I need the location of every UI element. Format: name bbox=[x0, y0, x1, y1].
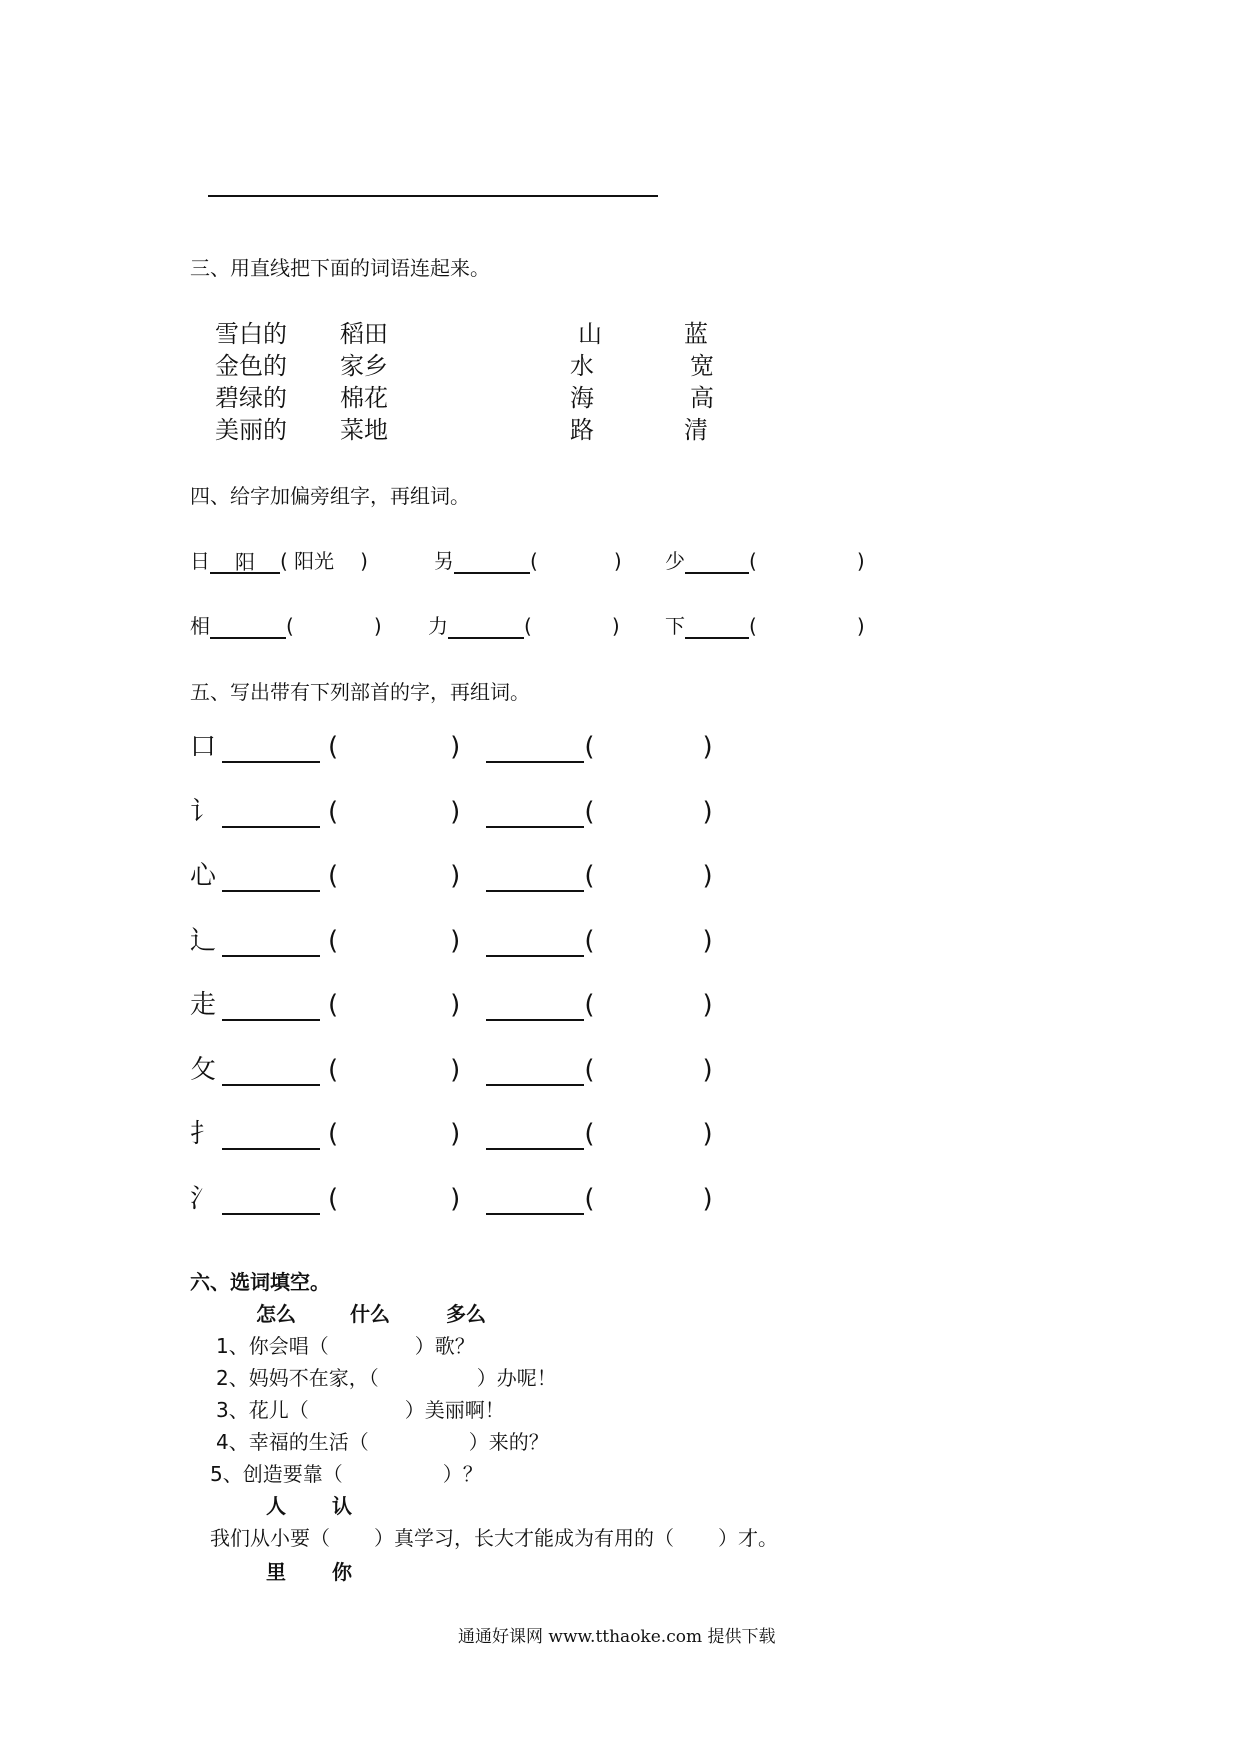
paren-open: ( bbox=[286, 614, 294, 638]
s3-left-adj-2: 金色的 bbox=[215, 352, 287, 380]
s4-base-char: 少 bbox=[665, 549, 685, 573]
paren-open: ( bbox=[584, 1119, 595, 1149]
paren-close: ) bbox=[702, 990, 713, 1020]
s5-radical: 心 bbox=[190, 861, 217, 891]
paren-open: ( bbox=[584, 1184, 595, 1214]
paren-open: ( bbox=[328, 990, 339, 1020]
paren-close: ) bbox=[450, 990, 461, 1020]
top-rule bbox=[208, 195, 658, 197]
s6-options-row-1 bbox=[256, 1298, 486, 1327]
paren-close: ) bbox=[450, 926, 461, 956]
s4-row1-item2 bbox=[434, 545, 622, 574]
s6-item-text: 4、幸福的生活（ bbox=[216, 1430, 369, 1454]
paren-open: ( bbox=[328, 1119, 339, 1149]
s4-answer-blank[interactable] bbox=[448, 611, 524, 639]
section-6-title: 六、选词填空。 bbox=[190, 1270, 330, 1294]
option-word: 什么 bbox=[350, 1302, 390, 1326]
s4-row1-item3 bbox=[665, 545, 865, 574]
option-word: 怎么 bbox=[256, 1302, 296, 1326]
s3-right-adj-3: 高 bbox=[690, 384, 714, 412]
paren-close: ) bbox=[702, 732, 713, 762]
footer-text: 通通好课网 www.tthaoke.com 提供下载 bbox=[458, 1627, 776, 1647]
paren-open: ( bbox=[749, 614, 757, 638]
paren-open: ( bbox=[584, 797, 595, 827]
s3-left-noun-1: 稻田 bbox=[340, 320, 388, 348]
s5-char-blank-2[interactable] bbox=[486, 1187, 584, 1215]
paren-close: ) bbox=[450, 1184, 461, 1214]
s3-left-noun-2: 家乡 bbox=[340, 352, 388, 380]
paren-close: ) bbox=[702, 1119, 713, 1149]
paren-close: ) bbox=[373, 614, 382, 638]
s6-item-5 bbox=[210, 1458, 483, 1487]
paren-close: ) bbox=[450, 732, 461, 762]
paren-close: ) bbox=[450, 861, 461, 891]
option-word: 认 bbox=[332, 1494, 352, 1518]
section-5-title: 五、写出带有下列部首的字，再组词。 bbox=[190, 680, 530, 704]
s6-sentence-part: ）真学习，长大才能成为有用的（ bbox=[374, 1526, 674, 1550]
paren-open: ( bbox=[584, 926, 595, 956]
paren-close: ) bbox=[702, 1055, 713, 1085]
s4-row1-item1 bbox=[190, 545, 368, 574]
paren-open: ( bbox=[584, 861, 595, 891]
s5-char-blank-2[interactable] bbox=[486, 1058, 584, 1086]
s6-item-3 bbox=[216, 1394, 505, 1423]
s5-radical: 扌 bbox=[190, 1119, 217, 1149]
s5-char-blank-1[interactable] bbox=[222, 929, 320, 957]
section-3-title: 三、用直线把下面的词语连起来。 bbox=[190, 256, 490, 280]
s6-item-text: 1、你会唱（ bbox=[216, 1334, 329, 1358]
option-word: 多么 bbox=[446, 1302, 486, 1326]
s6-item-tail: ）办呢！ bbox=[476, 1366, 557, 1390]
s5-row bbox=[190, 984, 713, 1021]
s5-row bbox=[190, 1049, 713, 1086]
s6-item-2 bbox=[216, 1362, 557, 1391]
s5-radical: 走 bbox=[190, 990, 217, 1020]
s3-right-adj-4: 清 bbox=[684, 416, 708, 444]
paren-open: ( bbox=[328, 1184, 339, 1214]
s5-char-blank-2[interactable] bbox=[486, 929, 584, 957]
s5-char-blank-1[interactable] bbox=[222, 1058, 320, 1086]
s4-base-char: 相 bbox=[190, 614, 210, 638]
s6-item-text: 2、妈妈不在家，（ bbox=[216, 1366, 379, 1390]
s6-item-tail: ）？ bbox=[442, 1462, 483, 1486]
paren-close: ) bbox=[702, 797, 713, 827]
paren-open: ( bbox=[749, 549, 757, 573]
section-4-title: 四、给字加偏旁组字，再组词。 bbox=[190, 484, 470, 508]
s5-char-blank-2[interactable] bbox=[486, 993, 584, 1021]
s6-options-row-3 bbox=[266, 1556, 352, 1585]
s6-item-4 bbox=[216, 1426, 549, 1455]
s4-base-char: 力 bbox=[428, 614, 448, 638]
s3-left-noun-3: 棉花 bbox=[340, 384, 388, 412]
s6-item-tail: ）美丽啊！ bbox=[404, 1398, 505, 1422]
s5-row bbox=[190, 1113, 713, 1150]
s4-answer-blank[interactable] bbox=[210, 546, 280, 574]
s6-item-tail: ）歌？ bbox=[414, 1334, 475, 1358]
s4-base-char: 日 bbox=[190, 549, 210, 573]
s4-answer-char: 阳 bbox=[235, 550, 255, 574]
s6-sentence-part: 我们从小要（ bbox=[210, 1526, 330, 1550]
paren-open: ( bbox=[584, 1055, 595, 1085]
s3-right-noun-4: 路 bbox=[570, 416, 594, 444]
s5-char-blank-1[interactable] bbox=[222, 735, 320, 763]
s6-sentence-part: ）才。 bbox=[718, 1526, 778, 1550]
s5-radical: 口 bbox=[190, 732, 217, 762]
s5-row bbox=[190, 855, 713, 892]
s5-row bbox=[190, 726, 713, 763]
paren-open: ( bbox=[328, 732, 339, 762]
paren-close: ) bbox=[613, 549, 622, 573]
s5-row bbox=[190, 791, 713, 828]
s5-radical: 辶 bbox=[190, 926, 217, 956]
paren-open: ( bbox=[584, 990, 595, 1020]
s4-answer-blank[interactable] bbox=[210, 611, 286, 639]
paren-close: ) bbox=[360, 549, 368, 573]
s4-answer-blank[interactable] bbox=[685, 546, 749, 574]
paren-close: ) bbox=[450, 1119, 461, 1149]
s3-right-noun-2: 水 bbox=[570, 352, 594, 380]
s4-row2-item2 bbox=[428, 610, 620, 639]
paren-open: ( bbox=[530, 549, 538, 573]
paren-open: ( bbox=[328, 926, 339, 956]
s3-left-adj-3: 碧绿的 bbox=[215, 384, 287, 412]
s5-char-blank-1[interactable] bbox=[222, 864, 320, 892]
s5-row bbox=[190, 1178, 713, 1215]
paren-open: ( bbox=[584, 732, 595, 762]
s5-char-blank-1[interactable] bbox=[222, 800, 320, 828]
s5-char-blank-2[interactable] bbox=[486, 735, 584, 763]
option-word: 你 bbox=[332, 1560, 352, 1584]
s6-item-text: 5、创造要靠（ bbox=[210, 1462, 343, 1486]
s3-right-adj-1: 蓝 bbox=[684, 320, 708, 348]
s6-sentence bbox=[210, 1522, 778, 1551]
paren-open: ( bbox=[328, 1055, 339, 1085]
s5-char-blank-2[interactable] bbox=[486, 800, 584, 828]
s4-answer-word: 阳光 bbox=[294, 549, 335, 573]
s6-item-text: 3、花儿（ bbox=[216, 1398, 309, 1422]
s5-radical: 攵 bbox=[190, 1055, 217, 1085]
s5-radical: 讠 bbox=[190, 797, 217, 827]
option-word: 人 bbox=[266, 1494, 286, 1518]
paren-open: ( bbox=[328, 797, 339, 827]
paren-close: ) bbox=[702, 1184, 713, 1214]
s3-right-adj-2: 宽 bbox=[690, 352, 714, 380]
paren-open: ( bbox=[524, 614, 532, 638]
paren-close: ) bbox=[450, 797, 461, 827]
paren-open: ( bbox=[280, 549, 288, 573]
s4-row2-item3 bbox=[665, 610, 865, 639]
paren-close: ) bbox=[702, 926, 713, 956]
s4-answer-blank[interactable] bbox=[454, 546, 530, 574]
s5-char-blank-1[interactable] bbox=[222, 993, 320, 1021]
s5-char-blank-1[interactable] bbox=[222, 1187, 320, 1215]
s4-base-char: 下 bbox=[665, 614, 685, 638]
paren-close: ) bbox=[450, 1055, 461, 1085]
s5-char-blank-2[interactable] bbox=[486, 1122, 584, 1150]
s3-left-adj-1: 雪白的 bbox=[215, 320, 287, 348]
s3-left-noun-4: 菜地 bbox=[340, 416, 388, 444]
s3-right-noun-3: 海 bbox=[570, 384, 594, 412]
s3-right-noun-1: 山 bbox=[578, 320, 602, 348]
s5-char-blank-1[interactable] bbox=[222, 1122, 320, 1150]
s5-char-blank-2[interactable] bbox=[486, 864, 584, 892]
s6-item-tail: ）来的？ bbox=[468, 1430, 549, 1454]
paren-open: ( bbox=[328, 861, 339, 891]
s6-item-1 bbox=[216, 1330, 475, 1359]
s4-base-char: 另 bbox=[434, 549, 454, 573]
s4-row2-item1 bbox=[190, 610, 382, 639]
s5-radical: 氵 bbox=[190, 1184, 217, 1214]
paren-close: ) bbox=[856, 614, 865, 638]
s4-answer-blank[interactable] bbox=[685, 611, 749, 639]
option-word: 里 bbox=[266, 1560, 286, 1584]
s3-left-adj-4: 美丽的 bbox=[215, 416, 287, 444]
s6-options-row-2 bbox=[266, 1490, 352, 1519]
s5-row bbox=[190, 920, 713, 957]
paren-close: ) bbox=[856, 549, 865, 573]
paren-close: ) bbox=[702, 861, 713, 891]
paren-close: ) bbox=[611, 614, 620, 638]
